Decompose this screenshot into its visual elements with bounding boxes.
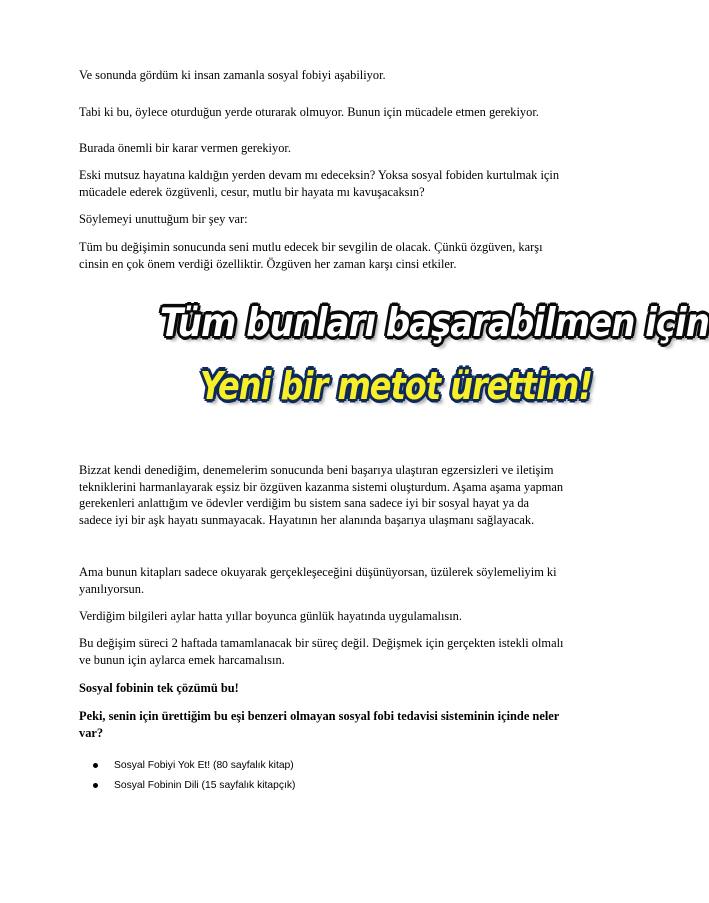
paragraph-7: Bizzat kendi denediğim, denemelerim sonucunda beni başarıya ulaştıran egzersizleri ve iletişim tekniklerini harmanlayarak eşsiz bir özgüven kazanma sistemi oluşturdum. Aşama aşama yapman gerekenleri anlattığım ve ödevler verdiğim bu sistem sana sadece iyi bir sosyal hayat ya da sadece iyi bir aşk hayatı sunmayacak. Hayatının her alanında başarıya ulaşmanı sağlayacak. [79,463,564,527]
paragraph-9: Verdiğim bilgileri aylar hatta yıllar boyunca günlük hayatında uygulamalısın. [79,609,462,623]
promo-banner-image [160,300,709,450]
banner-subheadline: Yeni bir metot ürettim! [200,362,592,409]
paragraph-5: Söylemeyi unuttuğum bir şey var: [79,212,248,226]
question-heading: Peki, senin için ürettiğim bu eşi benzeri olmayan sosyal fobi tedavisi sisteminin içinde neler var? [79,709,560,740]
paragraph-8: Ama bunun kitapları sadece okuyarak gerçekleşeceğini düşünüyorsan, üzülerek söylemeliyim ki yanılıyorsun. [79,565,557,596]
paragraph-1: Ve sonunda gördüm ki insan zamanla sosyal fobiyi aşabiliyor. [79,68,386,82]
contents-list [93,756,295,796]
paragraph-3: Burada önemli bir karar vermen gerekiyor. [79,141,291,155]
banner-headline: Tüm bunları başarabilmen için [160,300,709,347]
bullet-icon [93,783,98,788]
list-item [93,756,295,776]
list-item-label: Sosyal Fobinin Dili (15 sayfalık kitapçık) [114,780,296,791]
paragraph-2: Tabi ki bu, öylece oturduğun yerde oturarak olmuyor. Bunun için mücadele etmen gerekiyor. [79,105,539,119]
paragraph-6: Tüm bu değişimin sonucunda seni mutlu edecek bir sevgilin de olacak. Çünkü özgüven, karşı cinsin en çok önem verdiği özelliktir. Özgüven her zaman karşı cinsi etkiler. [79,240,543,271]
list-item [93,776,295,796]
section-heading: Sosyal fobinin tek çözümü bu! [79,681,239,695]
bullet-icon [93,763,98,768]
paragraph-4: Eski mutsuz hayatına kaldığın yerden devam mı edeceksin? Yoksa sosyal fobiden kurtulmak için mücadele ederek özgüvenli, cesur, mutlu bir hayata mı kavuşacaksın? [79,168,560,199]
list-item-label: Sosyal Fobiyi Yok Et! (80 sayfalık kitap) [114,760,294,771]
paragraph-10: Bu değişim süreci 2 haftada tamamlanacak bir süreç değil. Değişmek için gerçekten istekli olmalı ve bunun için aylarca emek harcamalısın. [79,636,564,667]
